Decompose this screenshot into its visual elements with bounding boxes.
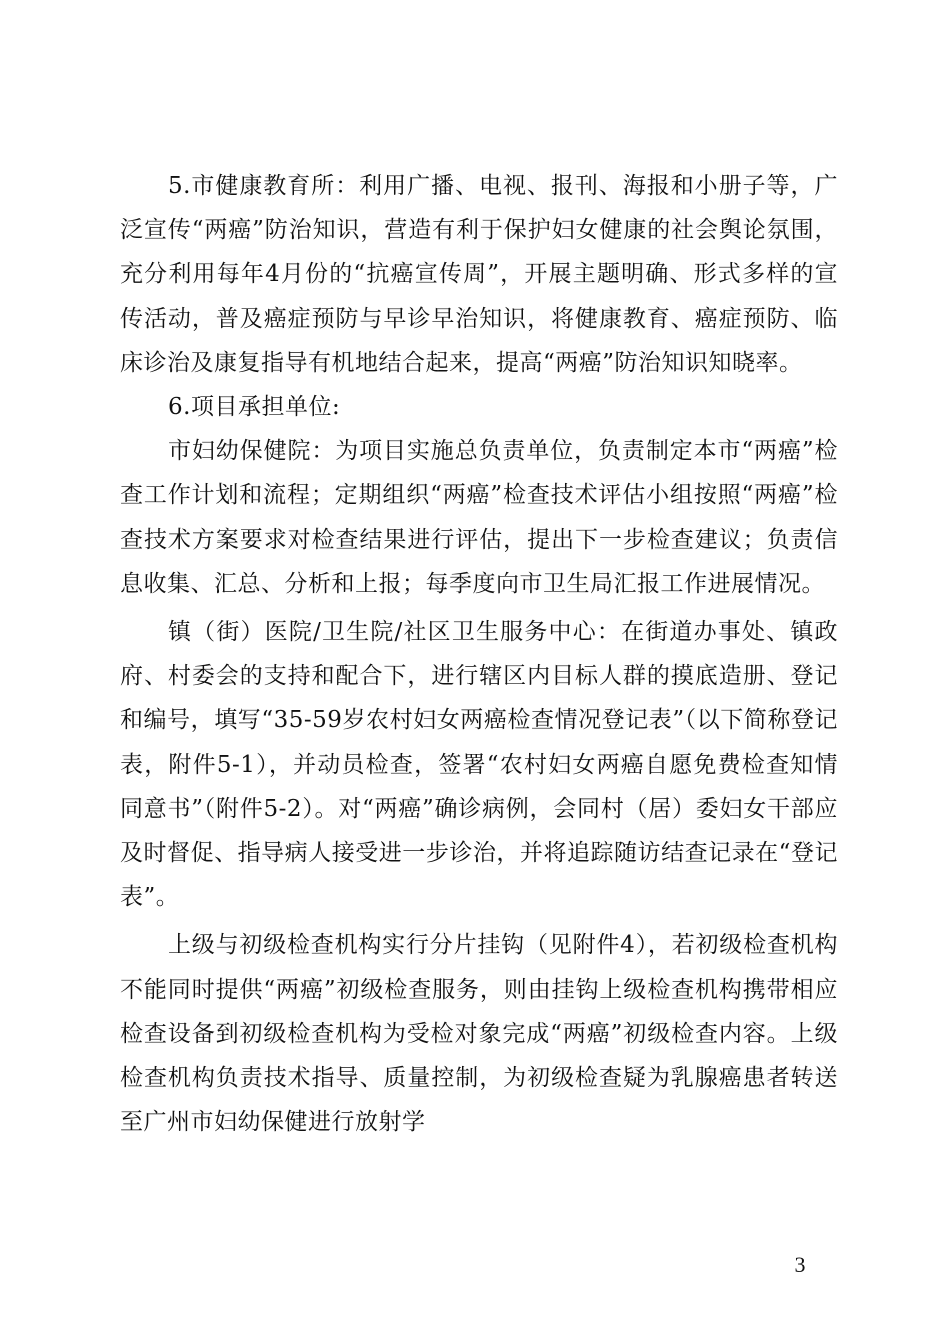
paragraph-maternal-child-hospital: 市妇幼保健院：为项目实施总负责单位，负责制定本市“两癌”检查工作计划和流程；定期组织“两癌”检查技术评估小组按照“两癌”检查技术方案要求对检查结果进行评估，提出下一步检查建议；负责信息收集、汇总、分析和上报；每季度向市卫生局汇报工作进展情况。 [120, 438, 838, 597]
page-number: 3 [794, 1252, 806, 1277]
document-body [120, 164, 838, 1144]
paragraph-health-education: 5.市健康教育所：利用广播、电视、报刊、海报和小册子等，广泛宣传“两癌”防治知识，营造有利于保护妇女健康的社会舆论氛围，充分利用每年4月份的“抗癌宣传周”，开展主题明确、形式多样的宣传活动，普及癌症预防与早诊早治知识，将健康教育、癌症预防、临床诊治及康复指导有机地结合起来，提高“两癌”防治知识知晓率。 [120, 173, 838, 376]
paragraph-institution-pairing: 上级与初级检查机构实行分片挂钩（见附件4），若初级检查机构不能同时提供“两癌”初级检查服务，则由挂钩上级检查机构携带相应检查设备到初级检查机构为受检对象完成“两癌”初级检查内容。上级检查机构负责技术指导、质量控制，为初级检查疑为乳腺癌患者转送至广州市妇幼保健进行放射学 [120, 932, 838, 1136]
paragraph-township-hospitals: 镇（街）医院/卫生院/社区卫生服务中心：在街道办事处、镇政府、村委会的支持和配合下，进行辖区内目标人群的摸底造册、登记和编号，填写“35-59岁农村妇女两癌检查情况登记表”（以下简称登记表，附件5-1），并动员检查，签署“农村妇女两癌自愿免费检查知情同意书”（附件5-2）。对“两癌”确诊病例，会同村（居）委妇女干部应及时督促、指导病人接受进一步诊治，并将追踪随访结查记录在“登记表”。 [120, 619, 838, 911]
paragraph-project-units-heading: 6.项目承担单位: [168, 394, 341, 421]
